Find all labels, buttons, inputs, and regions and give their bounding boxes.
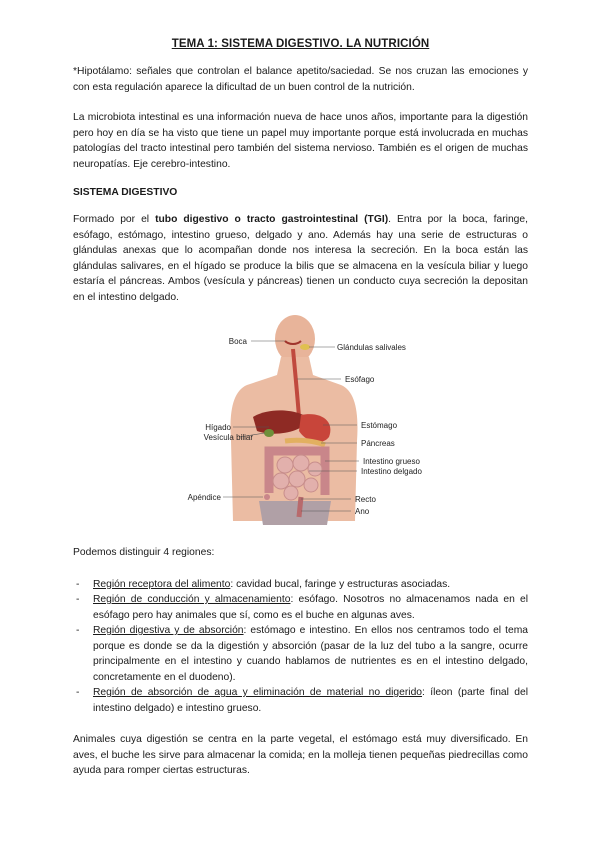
regions-intro: Podemos distinguir 4 regiones: [73, 547, 215, 558]
region-text: : esófago. Nosotros no almacenamos nada en el esófago pero hay animales que sí, como es el buche en algunas aves. [93, 594, 528, 621]
region-text: : íleon (parte final del intestino delgado) e intestino grueso. [93, 687, 528, 714]
region-name: Región digestiva y de absorción [93, 625, 244, 636]
label-apendice: Apéndice [187, 493, 221, 502]
intro-bold-term: tubo digestivo o tracto gastrointestinal (TGI) [155, 214, 389, 225]
region-text: : cavidad bucal, faringe y estructuras asociadas. [230, 578, 451, 590]
regions-list [73, 577, 528, 717]
label-intestino-grueso: Intestino grueso [363, 457, 420, 466]
paragraph-hipotalamo: *Hipotálamo: señales que controlan el balance apetito/saciedad. Se nos cruzan las emociones y con esta regulación aparece la dificultad de un buen control de la nutrición. [73, 66, 528, 93]
label-glandulas: Glándulas salivales [337, 343, 406, 352]
paragraph-intro [73, 212, 528, 305]
region-text: : estómago e intestino. En ellos nos centramos todo el tema porque es donde se da la digestión y absorción (pasar de la luz del tubo a la sangre, ocurre principalmente en el intestino y cuando hablamos de nutrientes es en el intestino delgado, concretamente en el duodeno). [93, 625, 528, 683]
list-item: - Región de absorción de agua y eliminación de material no digerido: íleon (parte final del intestino delgado) e intestino grueso. [76, 687, 528, 714]
label-estomago: Estómago [361, 421, 398, 430]
salivary-gland-shape [300, 344, 310, 350]
intro-text-start: Formado por el [73, 214, 156, 225]
digestive-system-illustration [73, 311, 528, 531]
document-page [73, 38, 528, 779]
appendix-shape [264, 494, 270, 500]
intro-text-end: . Entra por la boca, faringe, esófago, estómago, intestino grueso, delgado y ano. Además hay una serie de estructuras o glándulas anexas que lo acompañan donde nos interesa la secreción. En la boca están las glándulas salivares, en el hígado se produce la bilis que se almacena en la vesícula biliar y luego estaría el páncreas. Ambos (vesícula y páncreas) tienen un conducto cuya secreción la depositan en el intestino delgado. [73, 214, 528, 303]
list-item: - Región digestiva y de absorción: estómago e intestino. En ellos nos centramos todo el tema porque es donde se da la digestión y absorción (pasar de la luz del tubo a la sangre, ocurre principalmente en el intestino y cuando hablamos de nutrientes es en el intestino delgado, concretamente en el duodeno). [76, 625, 528, 683]
label-boca: Boca [228, 337, 247, 346]
label-vesicula: Vesícula biliar [203, 433, 253, 442]
label-intestino-delgado: Intestino delgado [361, 467, 422, 476]
page-title: TEMA 1: SISTEMA DIGESTIVO. LA NUTRICIÓN [171, 38, 430, 50]
label-esofago: Esófago [345, 375, 375, 384]
section-heading: SISTEMA DIGESTIVO [73, 187, 178, 198]
label-recto: Recto [355, 495, 376, 504]
gallbladder-shape [264, 429, 274, 437]
digestive-system-figure [73, 311, 528, 531]
region-name: Región de absorción de agua y eliminación de material no digerido [93, 687, 423, 698]
region-name: Región de conducción y almacenamiento [93, 594, 291, 605]
region-name: Región receptora del alimento [93, 578, 231, 590]
rectum-shape [299, 497, 301, 517]
list-item: - Región receptora del alimento: cavidad bucal, faringe y estructuras asociadas. [76, 578, 451, 590]
paragraph-microbiota: La microbiota intestinal es una información nueva de hace unos años, importante para la digestión pero hoy en día se ha visto que tiene un papel muy importante porque está involucrada en muchas patologías del tracto intestinal pero también del sistema nervioso. También es el origen de muchas neuropatías. Eje cerebro-intestino. [73, 112, 528, 170]
paragraph-closing: Animales cuya digestión se centra en la parte vegetal, el estómago está muy diversificado. En aves, el buche les sirve para almacenar la comida; en la molleja tienen pequeñas piedrecillas como ayuda para romper ciertas estructuras. [73, 734, 528, 776]
label-higado: Hígado [205, 423, 231, 432]
label-pancreas: Páncreas [361, 439, 395, 448]
label-ano: Ano [355, 507, 370, 516]
list-item: - Región de conducción y almacenamiento: esófago. Nosotros no almacenamos nada en el esófago pero hay animales que sí, como es el buche en algunas aves. [76, 594, 528, 621]
